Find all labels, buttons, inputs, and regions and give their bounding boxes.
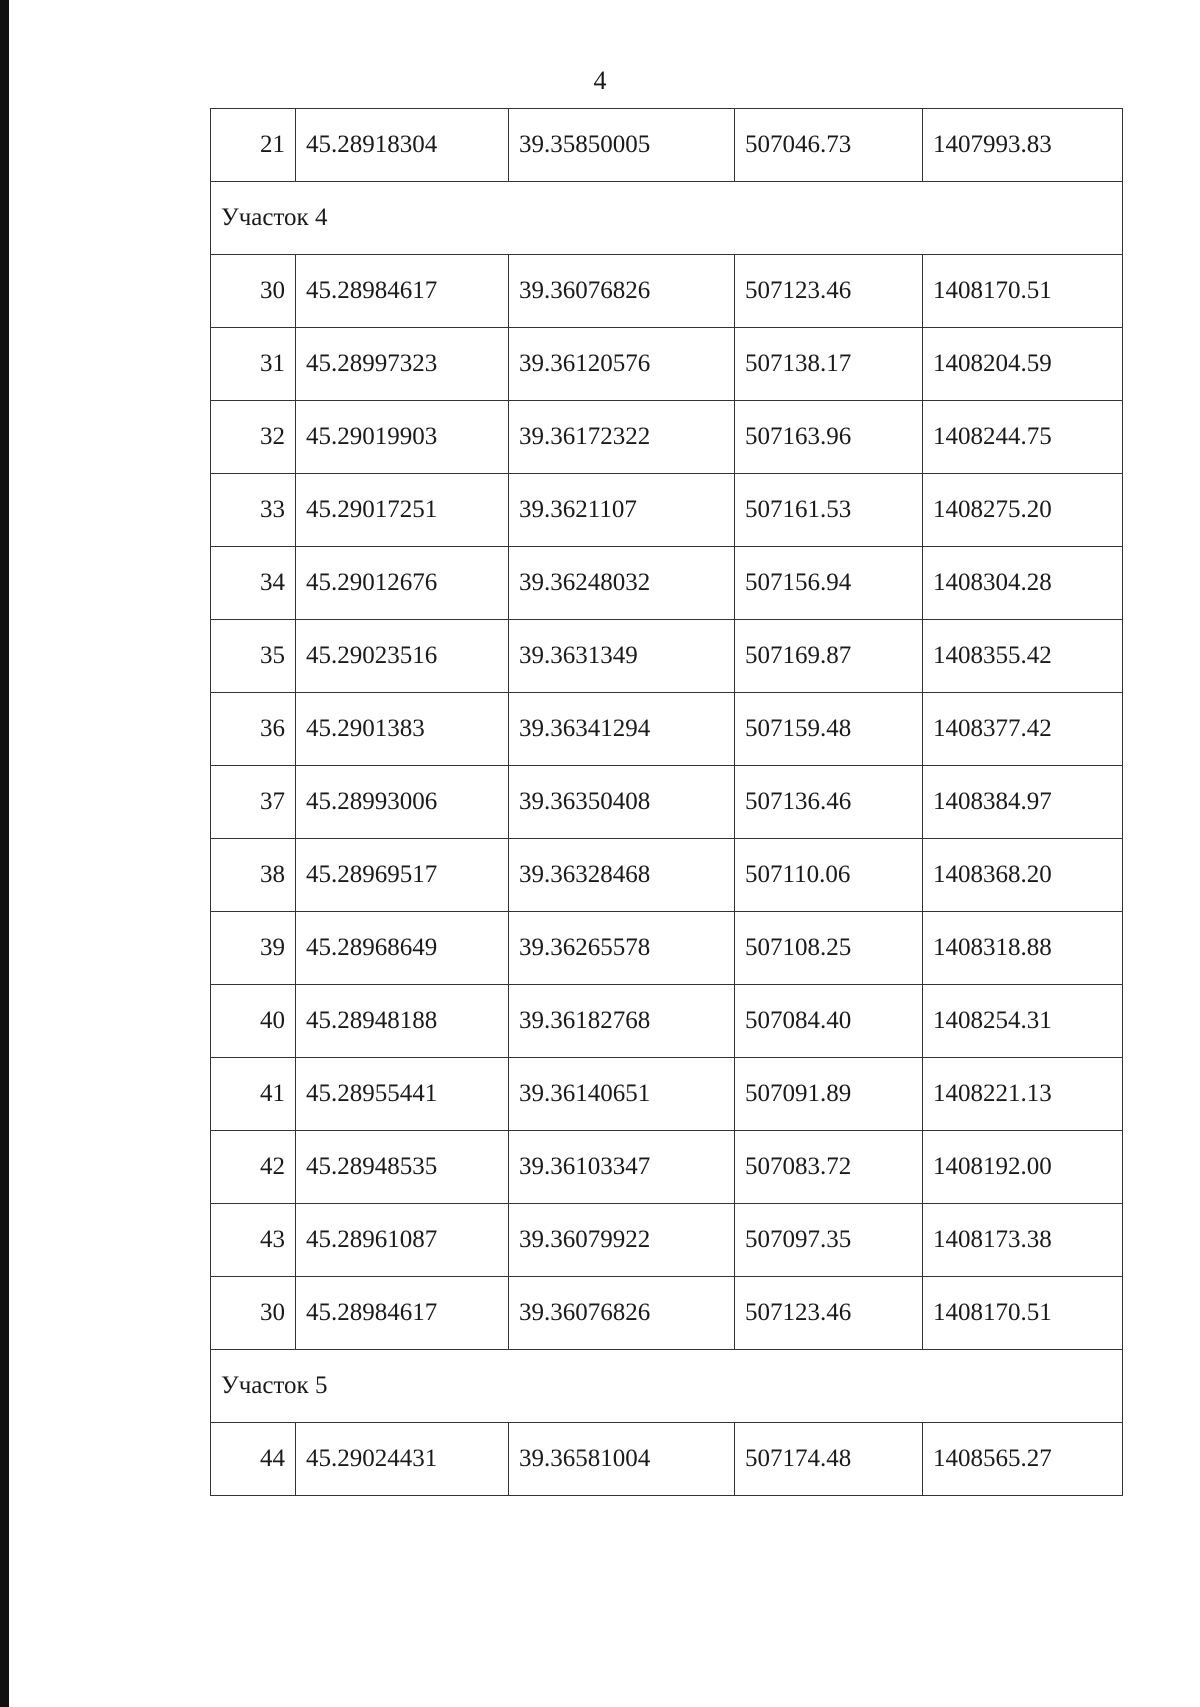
coordinates-table-body — [211, 109, 1123, 1496]
latitude-cell: 45.29017251 — [296, 474, 509, 547]
longitude-cell: 39.3631349 — [509, 620, 735, 693]
longitude-cell: 39.36120576 — [509, 328, 735, 401]
longitude-cell: 39.36341294 — [509, 693, 735, 766]
table-row — [211, 693, 1123, 766]
longitude-cell: 39.36172322 — [509, 401, 735, 474]
point-number-cell: 40 — [211, 985, 296, 1058]
longitude-cell: 39.36182768 — [509, 985, 735, 1058]
table-row — [211, 1058, 1123, 1131]
y-coordinate-cell: 1408204.59 — [923, 328, 1123, 401]
table-row — [211, 766, 1123, 839]
table-row — [211, 985, 1123, 1058]
latitude-cell: 45.29012676 — [296, 547, 509, 620]
x-coordinate-cell: 507108.25 — [735, 912, 923, 985]
y-coordinate-cell: 1408221.13 — [923, 1058, 1123, 1131]
latitude-cell: 45.28993006 — [296, 766, 509, 839]
latitude-cell: 45.29024431 — [296, 1423, 509, 1496]
x-coordinate-cell: 507174.48 — [735, 1423, 923, 1496]
y-coordinate-cell: 1408384.97 — [923, 766, 1123, 839]
point-number-cell: 36 — [211, 693, 296, 766]
x-coordinate-cell: 507169.87 — [735, 620, 923, 693]
longitude-cell: 39.36079922 — [509, 1204, 735, 1277]
y-coordinate-cell: 1408355.42 — [923, 620, 1123, 693]
point-number-cell: 43 — [211, 1204, 296, 1277]
y-coordinate-cell: 1408173.38 — [923, 1204, 1123, 1277]
latitude-cell: 45.29019903 — [296, 401, 509, 474]
table-row — [211, 255, 1123, 328]
point-number-cell: 44 — [211, 1423, 296, 1496]
table-row — [211, 328, 1123, 401]
x-coordinate-cell: 507097.35 — [735, 1204, 923, 1277]
x-coordinate-cell: 507161.53 — [735, 474, 923, 547]
longitude-cell: 39.35850005 — [509, 109, 735, 182]
latitude-cell: 45.28961087 — [296, 1204, 509, 1277]
table-row — [211, 1423, 1123, 1496]
longitude-cell: 39.36140651 — [509, 1058, 735, 1131]
point-number-cell: 31 — [211, 328, 296, 401]
latitude-cell: 45.28968649 — [296, 912, 509, 985]
latitude-cell: 45.28955441 — [296, 1058, 509, 1131]
x-coordinate-cell: 507091.89 — [735, 1058, 923, 1131]
x-coordinate-cell: 507084.40 — [735, 985, 923, 1058]
x-coordinate-cell: 507110.06 — [735, 839, 923, 912]
x-coordinate-cell: 507163.96 — [735, 401, 923, 474]
section-row — [211, 1350, 1123, 1423]
table-row — [211, 1131, 1123, 1204]
point-number-cell: 35 — [211, 620, 296, 693]
coordinates-table — [210, 108, 1123, 1496]
y-coordinate-cell: 1408368.20 — [923, 839, 1123, 912]
y-coordinate-cell: 1408170.51 — [923, 255, 1123, 328]
table-row — [211, 474, 1123, 547]
table-row — [211, 912, 1123, 985]
table-row — [211, 1204, 1123, 1277]
point-number-cell: 30 — [211, 1277, 296, 1350]
point-number-cell: 39 — [211, 912, 296, 985]
section-label: Участок 5 — [211, 1350, 1123, 1423]
y-coordinate-cell: 1408254.31 — [923, 985, 1123, 1058]
table-row — [211, 547, 1123, 620]
y-coordinate-cell: 1408244.75 — [923, 401, 1123, 474]
latitude-cell: 45.28984617 — [296, 255, 509, 328]
y-coordinate-cell: 1408192.00 — [923, 1131, 1123, 1204]
latitude-cell: 45.28948535 — [296, 1131, 509, 1204]
section-row — [211, 182, 1123, 255]
point-number-cell: 42 — [211, 1131, 296, 1204]
y-coordinate-cell: 1408275.20 — [923, 474, 1123, 547]
longitude-cell: 39.36076826 — [509, 255, 735, 328]
latitude-cell: 45.28948188 — [296, 985, 509, 1058]
y-coordinate-cell: 1408565.27 — [923, 1423, 1123, 1496]
y-coordinate-cell: 1408377.42 — [923, 693, 1123, 766]
x-coordinate-cell: 507046.73 — [735, 109, 923, 182]
longitude-cell: 39.36076826 — [509, 1277, 735, 1350]
latitude-cell: 45.28997323 — [296, 328, 509, 401]
table-row — [211, 401, 1123, 474]
longitude-cell: 39.36103347 — [509, 1131, 735, 1204]
table-row — [211, 839, 1123, 912]
x-coordinate-cell: 507123.46 — [735, 255, 923, 328]
x-coordinate-cell: 507159.48 — [735, 693, 923, 766]
point-number-cell: 38 — [211, 839, 296, 912]
longitude-cell: 39.36265578 — [509, 912, 735, 985]
point-number-cell: 30 — [211, 255, 296, 328]
y-coordinate-cell: 1407993.83 — [923, 109, 1123, 182]
longitude-cell: 39.36328468 — [509, 839, 735, 912]
table-row — [211, 620, 1123, 693]
longitude-cell: 39.3621107 — [509, 474, 735, 547]
longitude-cell: 39.36248032 — [509, 547, 735, 620]
y-coordinate-cell: 1408318.88 — [923, 912, 1123, 985]
x-coordinate-cell: 507156.94 — [735, 547, 923, 620]
table-row — [211, 1277, 1123, 1350]
table-row — [211, 109, 1123, 182]
x-coordinate-cell: 507123.46 — [735, 1277, 923, 1350]
latitude-cell: 45.28969517 — [296, 839, 509, 912]
section-label: Участок 4 — [211, 182, 1123, 255]
longitude-cell: 39.36350408 — [509, 766, 735, 839]
point-number-cell: 37 — [211, 766, 296, 839]
point-number-cell: 33 — [211, 474, 296, 547]
point-number-cell: 34 — [211, 547, 296, 620]
x-coordinate-cell: 507083.72 — [735, 1131, 923, 1204]
y-coordinate-cell: 1408170.51 — [923, 1277, 1123, 1350]
x-coordinate-cell: 507136.46 — [735, 766, 923, 839]
longitude-cell: 39.36581004 — [509, 1423, 735, 1496]
point-number-cell: 41 — [211, 1058, 296, 1131]
scan-edge — [0, 0, 9, 1707]
latitude-cell: 45.28918304 — [296, 109, 509, 182]
x-coordinate-cell: 507138.17 — [735, 328, 923, 401]
latitude-cell: 45.2901383 — [296, 693, 509, 766]
point-number-cell: 21 — [211, 109, 296, 182]
point-number-cell: 32 — [211, 401, 296, 474]
y-coordinate-cell: 1408304.28 — [923, 547, 1123, 620]
page-number: 4 — [593, 66, 607, 95]
latitude-cell: 45.29023516 — [296, 620, 509, 693]
latitude-cell: 45.28984617 — [296, 1277, 509, 1350]
